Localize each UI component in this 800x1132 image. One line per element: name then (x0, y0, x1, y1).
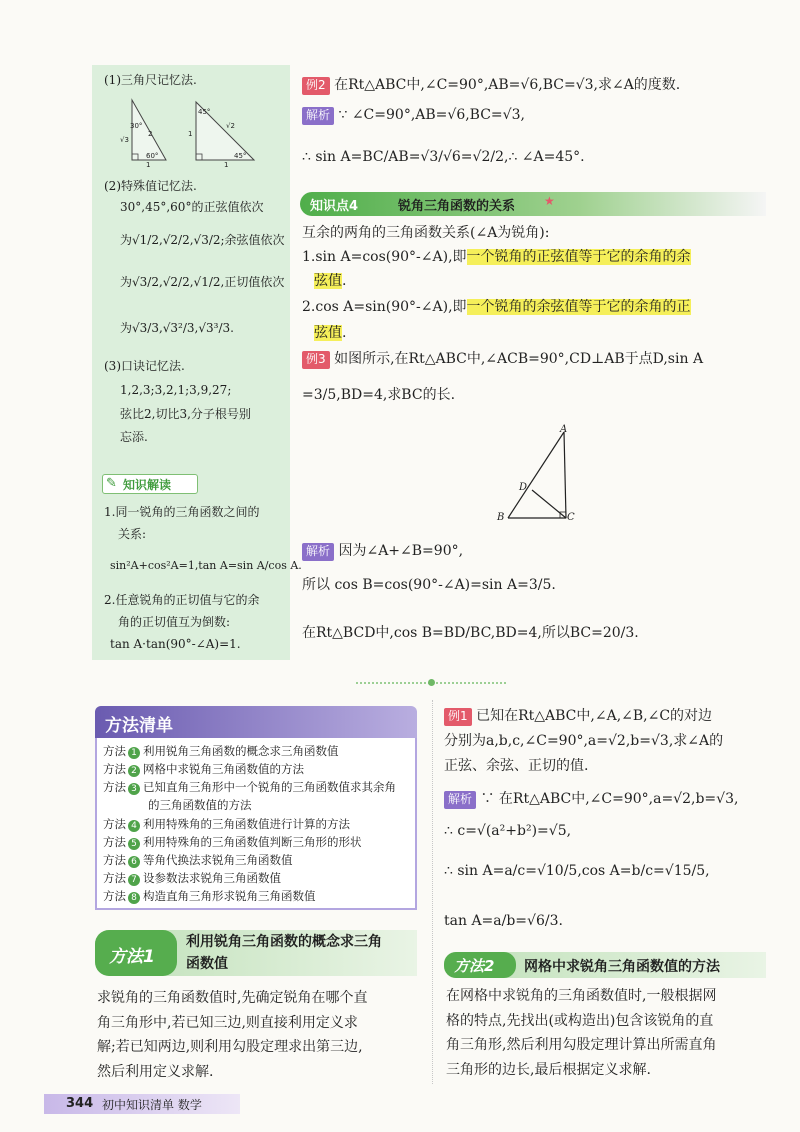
sidebar-s3-line1: 1,2,3;3,2,1;3,9,27; (120, 383, 232, 397)
tri2-side-bottom: 1 (224, 161, 229, 169)
example3-solution-line3: 在Rt△BCD中,cos B=BD/BC,BD=4,所以BC=20/3. (302, 625, 639, 641)
example3-tag: 例3 (302, 351, 330, 369)
method1-body-line1: 求锐角的三角函数值时,先确定锐角在哪个直 (97, 990, 368, 1006)
reading-item1-line1: 1.同一锐角的三角函数之间的 (104, 505, 260, 519)
method-num-icon: 5 (128, 838, 140, 850)
reading-item2-line1: 2.任意锐角的正切值与它的余 (104, 593, 260, 607)
method-num-icon: 3 (128, 783, 140, 795)
method-item-text: 利用锐角三角函数的概念求三角函数值 (143, 744, 339, 758)
figure-label-c: C (567, 512, 575, 523)
method-list (95, 738, 417, 910)
method-item (103, 815, 409, 833)
sidebar-s3-line3: 忘添. (120, 430, 148, 444)
sidebar-s2-line2: 为√1/2,√2/2,√3/2;余弦值依次 (120, 233, 285, 247)
reading-label: 知识解读 (123, 478, 172, 492)
sidebar-s2-title: (2)特殊值记忆法. (104, 179, 197, 193)
method-num-icon: 8 (128, 892, 140, 904)
figure-label-a: A (560, 424, 568, 435)
method-item (103, 851, 409, 869)
example3-solution-text1: 因为∠A+∠B=90°, (338, 543, 464, 559)
tri1-angle-top: 30° (130, 122, 143, 130)
method1-badge (95, 930, 177, 976)
example3-text1: 如图所示,在Rt△ABC中,∠ACB=90°,CD⊥AB于点D,sin A (334, 351, 704, 367)
tri2-side-hyp: √2 (226, 122, 235, 130)
reading-item1-line2: 关系: (118, 527, 147, 541)
reading-item1-line3: sin²A+cos²A=1,tan A=sin A/cos A. (110, 559, 302, 572)
method1-body-line3: 解;若已知两边,则利用勾股定理求出第三边, (97, 1039, 363, 1055)
method2-body-line2: 格的特点,先找出(或构造出)包含该锐角的直 (446, 1012, 714, 1029)
star-icon: ★ (544, 194, 555, 208)
method-item-label: 方法 (103, 780, 126, 795)
kp4-item1-highlight1: 一个锐角的正弦值等于它的余角的余 (466, 249, 691, 265)
example1-solution-line1 (444, 788, 738, 810)
method-num-icon: 2 (128, 765, 140, 777)
kp4-item2-highlight2: 弦值 (314, 325, 342, 341)
method-item (103, 869, 409, 887)
example1-solution-line4: tan A=a/b=√6/3. (444, 913, 563, 929)
method-num-icon: 1 (128, 747, 140, 759)
example1-block (444, 704, 723, 780)
method-num-icon: 4 (128, 820, 140, 832)
example1-solution-line2: ∴ c=√(a²+b²)=√5, (444, 823, 572, 839)
sidebar-s2-line3: 为√3/2,√2/2,√1/2,正切值依次 (120, 275, 285, 289)
example1-tag: 例1 (444, 708, 472, 726)
example3-line2: =3/5,BD=4,求BC的长. (302, 387, 456, 403)
kp4-item2-highlight1: 一个锐角的余弦值等于它的余角的正 (466, 299, 691, 315)
method1-body (97, 986, 367, 1084)
method-item (103, 778, 409, 796)
method2-body (446, 984, 716, 1082)
triangle-ruler-figure (112, 96, 282, 168)
example2-solution-line1 (302, 104, 525, 126)
method-item-text: 构造直角三角形求锐角三角函数值 (143, 889, 316, 904)
method1-body-line2: 角三角形中,若已知三边,则直接利用定义求 (97, 1014, 358, 1031)
column-divider (432, 700, 433, 1084)
method-item (103, 742, 409, 760)
footer-bar (44, 1094, 240, 1114)
method-item-continued (103, 796, 409, 814)
tri1-side-bottom: 1 (146, 161, 151, 169)
method-item-text: 利用特殊角的三角函数值进行计算的方法 (143, 816, 350, 831)
triangle-figure (490, 424, 590, 534)
sidebar-s3-title: (3)口诀记忆法. (104, 359, 185, 373)
example2-solution-line2: ∴ sin A=BC/AB=√3/√6=√2/2,∴ ∠A=45°. (302, 149, 585, 165)
method-item (103, 887, 409, 905)
kp4-intro: 互余的两角的三角函数关系(∠A为锐角): (302, 225, 550, 241)
method-item-label: 方法 (103, 889, 126, 904)
kp4-item1-highlight2: 弦值 (314, 273, 342, 289)
method-item (103, 833, 409, 851)
kp4-item1-formula: 1.sin A=cos(90°-∠A),即 (302, 249, 467, 265)
method-item-label: 方法 (103, 816, 126, 831)
tri1-angle-bottom: 60° (146, 152, 159, 160)
method-item-text: 利用特殊角的三角函数值判断三角形的形状 (143, 834, 362, 849)
knowledge-point-4-bar (300, 192, 766, 216)
example3-line1 (302, 348, 703, 370)
method-item-text: 的三角函数值的方法 (148, 798, 252, 813)
method2-body-line1: 在网格中求锐角的三角函数值时,一般根据网 (446, 988, 717, 1004)
method-item-text: 等角代换法求锐角三角函数值 (143, 852, 293, 867)
example1-line1 (444, 704, 723, 729)
solution-tag-3: 解析 (444, 791, 476, 809)
sidebar-s1-title: (1)三角尺记忆法. (104, 73, 197, 87)
solution-tag: 解析 (302, 107, 334, 125)
solution-tag-2: 解析 (302, 543, 334, 561)
example1-line3: 正弦、余弦、正切的值. (444, 758, 589, 775)
method-item-label: 方法 (103, 744, 126, 758)
method1-badge-label: 方法1 (109, 947, 155, 967)
tri1-side-left: √3 (120, 136, 129, 144)
method-num-icon: 7 (128, 874, 140, 886)
example2-text: 在Rt△ABC中,∠C=90°,AB=√6,BC=√3,求∠A的度数. (334, 77, 681, 93)
sidebar-s2-line1: 30°,45°,60°的正弦值依次 (120, 200, 264, 214)
tri2-side-left: 1 (188, 130, 193, 138)
example3-solution-line2: 所以 cos B=cos(90°-∠A)=sin A=3/5. (302, 577, 556, 593)
method1-title (186, 932, 382, 975)
method-num-icon: 6 (128, 856, 140, 868)
method2-title: 网格中求锐角三角函数值的方法 (524, 959, 720, 975)
reading-item2-line2: 角的正切值互为倒数: (118, 615, 231, 629)
method2-badge (444, 952, 516, 978)
knowledge-point-label: 知识点4 (310, 199, 359, 214)
book-icon: ✎ (106, 476, 117, 491)
kp4-item2-line2: 弦值. (314, 325, 347, 341)
method-item (103, 760, 409, 778)
figure-label-b: B (497, 512, 505, 523)
tri1-side-hyp: 2 (148, 130, 153, 138)
knowledge-point-title: 锐角三角函数的关系 (398, 199, 516, 214)
example1-text1: 已知在Rt△ABC中,∠A,∠B,∠C的对边 (476, 708, 713, 724)
kp4-item1-line1 (302, 246, 691, 268)
kp4-item2-line1 (302, 296, 691, 318)
example1-solution-line3: ∴ sin A=a/c=√10/5,cos A=b/c=√15/5, (444, 863, 710, 879)
method-item-text: 网格中求锐角三角函数值的方法 (143, 762, 304, 777)
figure-label-d: D (519, 482, 528, 493)
method2-body-line4: 三角形的边长,最后根据定义求解. (446, 1061, 651, 1078)
example1-line2: 分别为a,b,c,∠C=90°,a=√2,b=√3,求∠A的 (444, 733, 724, 750)
example2-line (302, 74, 680, 96)
method1-title-line1: 利用锐角三角函数的概念求三角 (186, 934, 382, 950)
example3-solution-line1 (302, 540, 463, 562)
example2-tag: 例2 (302, 77, 330, 95)
kp4-item2-formula: 2.cos A=sin(90°-∠A),即 (302, 299, 467, 315)
kp4-item1-line2: 弦值. (314, 273, 347, 289)
method2-body-line3: 角三角形,然后利用勾股定理计算出所需直角 (446, 1037, 717, 1053)
method2-badge-label: 方法2 (454, 957, 495, 975)
tri2-angle-bottom: 45° (234, 152, 247, 160)
reading-tag (102, 474, 198, 494)
page-number: 344 (66, 1096, 94, 1111)
method-item-text: 设参数法求锐角三角函数值 (143, 871, 281, 886)
sidebar-s3-line2: 弦比2,切比3,分子根号别 (120, 407, 251, 421)
method-item-label: 方法 (103, 762, 126, 777)
method-item-label: 方法 (103, 852, 126, 867)
method1-body-line4: 然后利用定义求解. (97, 1063, 214, 1080)
method-item-text: 已知直角三角形中一个锐角的三角函数值求其余角 (143, 780, 396, 795)
method-item-label: 方法 (103, 834, 126, 849)
book-title: 初中知识清单 数学 (102, 1098, 202, 1112)
method1-title-line2: 函数值 (186, 955, 228, 972)
sidebar-s2-line4: 为√3/3,√3²/3,√3³/3. (120, 321, 234, 335)
example2-solution-text1: ∵ ∠C=90°,AB=√6,BC=√3, (338, 107, 525, 123)
method-list-title: 方法清单 (105, 716, 173, 736)
divider-dot (428, 679, 435, 686)
method-list-header (95, 706, 417, 738)
tri2-angle-top: 45° (198, 108, 211, 116)
reading-item2-line3: tan A·tan(90°-∠A)=1. (110, 637, 241, 651)
example1-solution-text1: ∵ 在Rt△ABC中,∠C=90°,a=√2,b=√3, (480, 791, 739, 807)
method-item-label: 方法 (103, 871, 126, 886)
